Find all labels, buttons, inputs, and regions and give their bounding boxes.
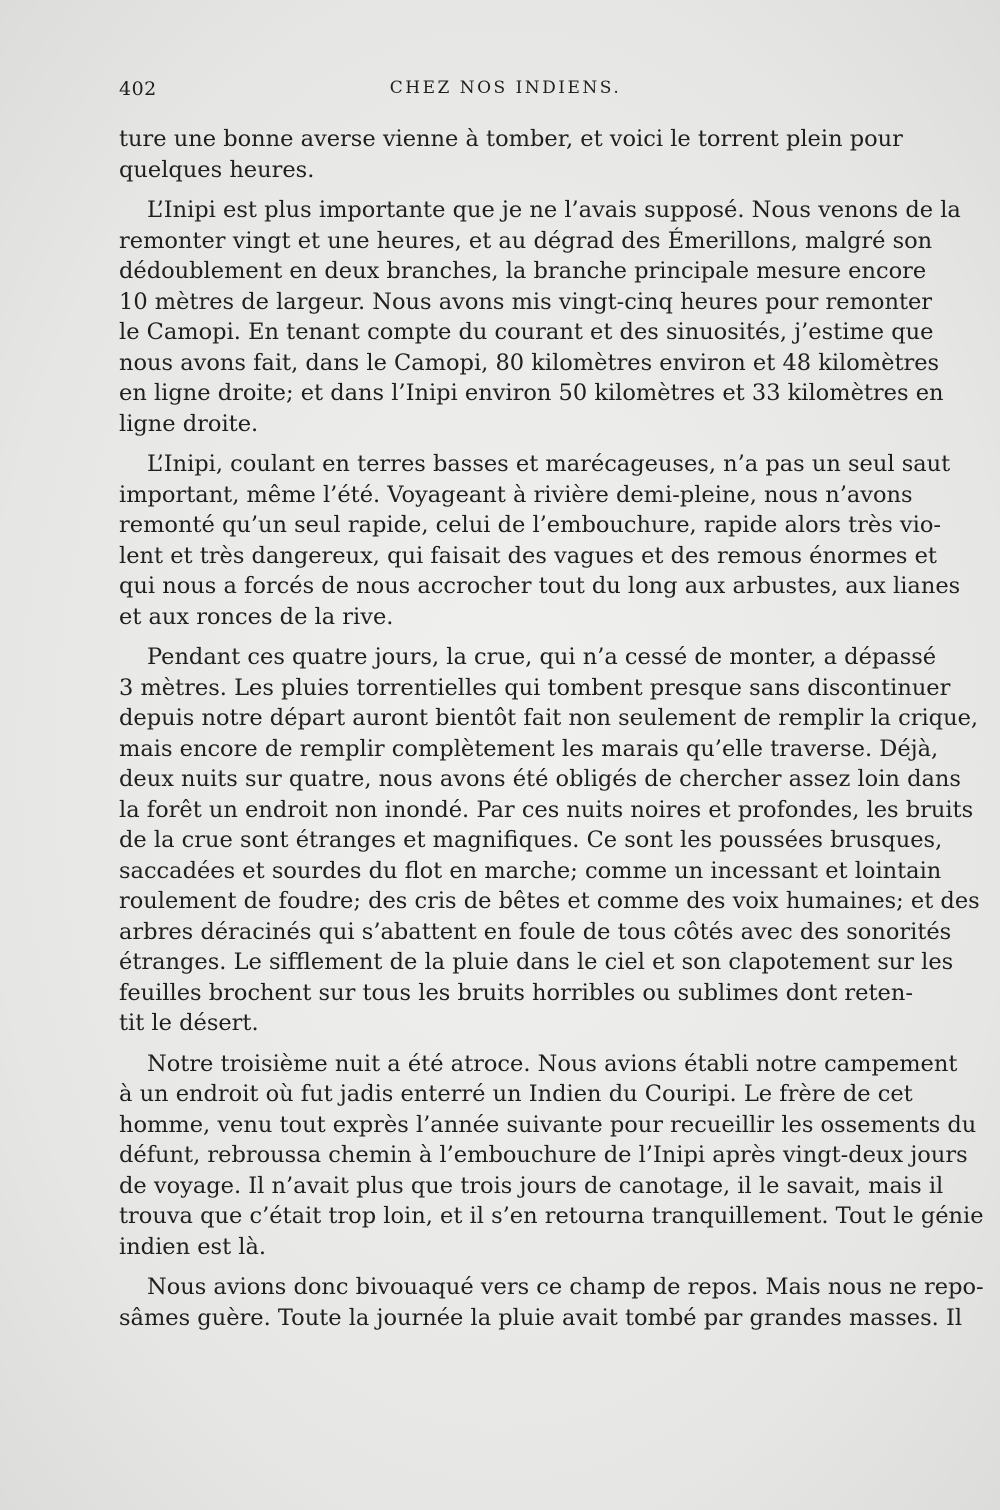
running-head	[119, 78, 892, 104]
text-line: de voyage. Il n’avait plus que trois jours de canotage, il le savait, mais il	[119, 1172, 944, 1199]
paragraph	[119, 1049, 984, 1263]
text-line: homme, venu tout exprès l’année suivante pour recueillir les ossements du	[119, 1111, 977, 1138]
text-line: étranges. Le sifflement de la pluie dans le ciel et son clapotement sur les	[119, 949, 954, 975]
paragraph	[119, 124, 903, 185]
text-line: qui nous a forcés de nous accrocher tout du long aux arbustes, aux lianes	[119, 573, 961, 599]
text-line: sâmes guère. Toute la journée la pluie avait tombé par grandes masses. Il	[119, 1304, 963, 1331]
text-line: mais encore de remplir complètement les marais qu’elle traverse. Déjà,	[119, 735, 939, 762]
paragraph	[119, 1272, 984, 1333]
paragraph	[119, 195, 961, 439]
text-line: la forêt un endroit non inondé. Par ces nuits noires et profondes, les bruits	[119, 796, 974, 823]
text-line: depuis notre départ auront bientôt fait non seulement de remplir la crique,	[119, 705, 979, 731]
text-line: deux nuits sur quatre, nous avons été obligés de chercher assez loin dans	[119, 766, 961, 792]
text-line: Pendant ces quatre jours, la crue, qui n’a cessé de monter, a dépassé	[147, 644, 937, 670]
text-line: indien est là.	[119, 1233, 267, 1260]
text-line: remonter vingt et une heures, et au dégrad des Émerillons, malgré son	[119, 227, 933, 254]
text-line: saccadées et sourdes du flot en marche; comme un incessant et lointain	[119, 857, 942, 884]
text-line: ture une bonne averse vienne à tomber, et voici le torrent plein pour	[119, 126, 903, 152]
text-line: à un endroit où fut jadis enterré un Indien du Couripi. Le frère de cet	[119, 1081, 913, 1107]
text-line: défunt, rebroussa chemin à l’embouchure de l’Inipi après vingt-deux jours	[119, 1142, 968, 1168]
text-line: tit le désert.	[119, 1010, 259, 1036]
text-line: feuilles brochent sur tous les bruits horribles ou sublimes dont reten-	[119, 979, 913, 1006]
text-line: remonté qu’un seul rapide, celui de l’embouchure, rapide alors très vio-	[119, 512, 941, 538]
text-line: en ligne droite; et dans l’Inipi environ 50 kilomètres et 33 kilomètres en	[119, 380, 944, 406]
body-text	[119, 124, 984, 1343]
text-line: L’Inipi est plus importante que je ne l’avais supposé. Nous venons de la	[147, 197, 961, 223]
text-line: Nous avions donc bivouaqué vers ce champ de repos. Mais nous ne repo-	[147, 1274, 984, 1300]
text-line: important, même l’été. Voyageant à rivière demi-pleine, nous n’avons	[119, 481, 913, 508]
text-line: et aux ronces de la rive.	[119, 603, 394, 630]
running-title: CHEZ NOS INDIENS.	[389, 78, 622, 98]
text-line: trouva que c’était trop loin, et il s’en retourna tranquillement. Tout le génie	[119, 1203, 984, 1229]
text-line: arbres déracinés qui s’abattent en foule de tous côtés avec des sonorités	[119, 918, 952, 945]
text-line: Notre troisième nuit a été atroce. Nous avions établi notre campement	[147, 1050, 958, 1077]
paragraph	[119, 449, 961, 632]
text-line: 3 mètres. Les pluies torrentielles qui tombent presque sans discontinuer	[119, 674, 951, 701]
text-line: 10 mètres de largeur. Nous avons mis vingt-cinq heures pour remonter	[119, 288, 933, 315]
text-line: lent et très dangereux, qui faisait des vagues et des remous énormes et	[119, 542, 937, 569]
page-number: 402	[119, 78, 157, 100]
text-line: de la crue sont étranges et magnifiques. Ce sont les poussées brusques,	[119, 827, 943, 853]
text-line: ligne droite.	[119, 410, 259, 437]
text-line: dédoublement en deux branches, la branche principale mesure encore	[119, 258, 927, 284]
paragraph	[119, 642, 980, 1039]
text-line: nous avons fait, dans le Camopi, 80 kilomètres environ et 48 kilomètres	[119, 349, 940, 376]
text-line: quelques heures.	[119, 156, 315, 183]
text-line: le Camopi. En tenant compte du courant et des sinuosités, j’estime que	[119, 319, 934, 345]
text-line: L’Inipi, coulant en terres basses et marécageuses, n’a pas un seul saut	[147, 451, 951, 477]
text-line: roulement de foudre; des cris de bêtes et comme des voix humaines; et des	[119, 888, 980, 914]
